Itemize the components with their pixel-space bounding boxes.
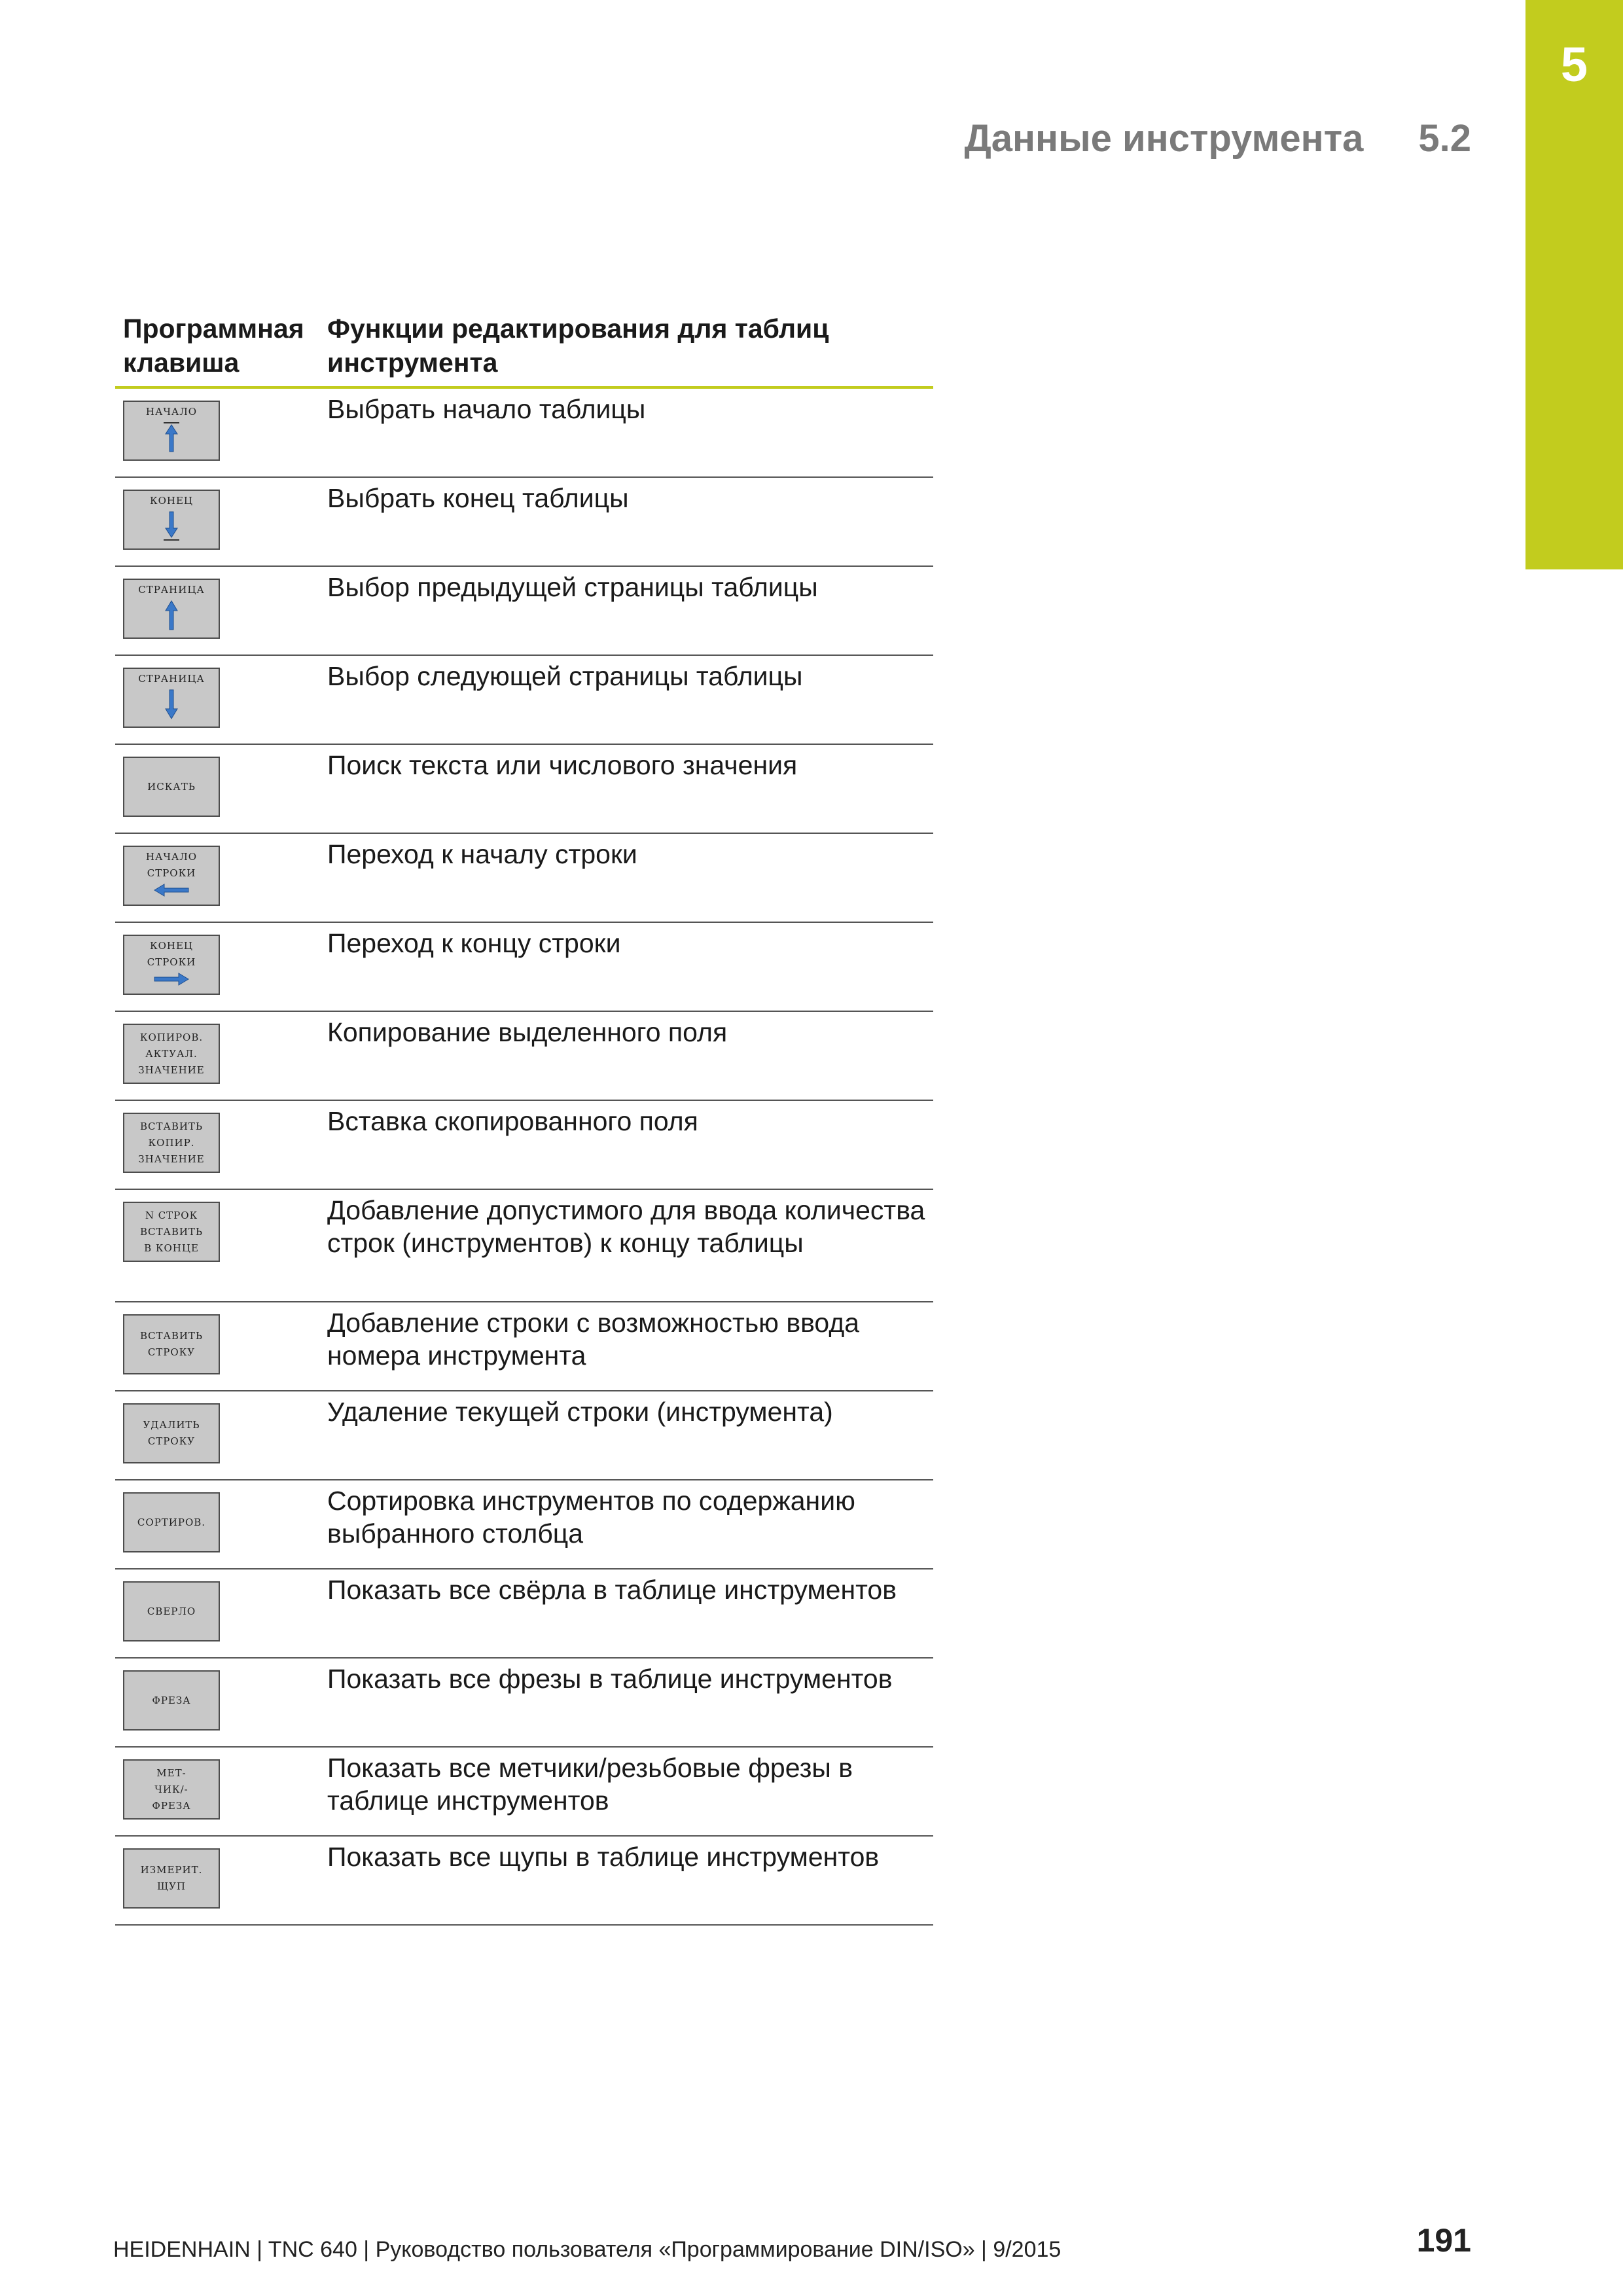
function-description: Показать все метчики/резьбовые фрезы в таблице инструментов (327, 1753, 853, 1816)
softkey-button (123, 1024, 220, 1084)
function-description: Сортировка инструментов по содержанию выбранного столбца (327, 1486, 855, 1549)
page-number: 191 (1416, 2222, 1471, 2259)
softkey-label: ИСКАТЬ (147, 780, 196, 793)
function-description: Вставка скопированного поля (327, 1106, 698, 1136)
function-description: Удаление текущей строки (инструмента) (327, 1397, 833, 1427)
softkey-label: КОНЕЦ (149, 940, 194, 952)
softkey-button (123, 1670, 220, 1731)
softkey-label: СТРОКУ (147, 1346, 196, 1358)
softkey-table (115, 308, 933, 1926)
function-description: Переход к началу строки (327, 839, 637, 869)
softkey-label: СВЕРЛО (147, 1605, 196, 1617)
function-description: Выбор предыдущей страницы таблицы (327, 572, 818, 602)
function-description: Показать все фрезы в таблице инструментов (327, 1664, 893, 1694)
table-row (115, 1570, 933, 1659)
section-title: Данные инструмента (964, 117, 1364, 160)
function-description: Добавление строки с возможностью ввода номера инструмента (327, 1308, 860, 1371)
softkey-button (123, 490, 220, 550)
softkey-label: МЕТ- (156, 1767, 187, 1779)
softkey-label: УДАЛИТЬ (143, 1419, 200, 1431)
softkey-label: НАЧАЛО (145, 405, 198, 418)
table-header (115, 308, 933, 389)
table-row (115, 1302, 933, 1391)
softkey-label: ЗНАЧЕНИЕ (138, 1064, 205, 1076)
softkey-button (123, 1314, 220, 1374)
softkey-label: СТРАНИЦА (138, 583, 205, 596)
chapter-tab (1525, 0, 1623, 569)
arrow-down-to-bar-icon (158, 511, 185, 547)
function-description: Выбор следующей страницы таблицы (327, 661, 803, 691)
softkey-label: N СТРОК (145, 1209, 198, 1221)
table-row (115, 1837, 933, 1926)
softkey-label: ФРЕЗА (152, 1694, 191, 1706)
function-description: Добавление допустимого для ввода количества строк (инструментов) к концу таблицы (327, 1195, 925, 1258)
column-header-softkey: Программная клавиша (123, 314, 304, 378)
softkey-button (123, 401, 220, 461)
softkey-button (123, 1113, 220, 1173)
table-row (115, 478, 933, 567)
arrow-down-icon (158, 689, 185, 725)
function-description: Показать все щупы в таблице инструментов (327, 1842, 880, 1872)
softkey-button (123, 846, 220, 906)
softkey-button (123, 579, 220, 639)
function-description: Показать все свёрла в таблице инструментов (327, 1575, 897, 1605)
softkey-label: ВСТАВИТЬ (139, 1330, 204, 1342)
softkey-label: ВСТАВИТЬ (139, 1225, 204, 1238)
softkey-label: СТРАНИЦА (138, 672, 205, 685)
function-description: Копирование выделенного поля (327, 1017, 728, 1047)
arrow-up-to-bar-icon (158, 422, 185, 458)
softkey-button (123, 1492, 220, 1552)
running-header (964, 117, 1471, 160)
softkey-button (123, 1848, 220, 1909)
softkey-label: ЗНАЧЕНИЕ (138, 1153, 205, 1165)
softkey-label: КОПИР. (148, 1136, 195, 1149)
softkey-label: СТРОКИ (147, 956, 196, 968)
softkey-label: КОНЕЦ (149, 494, 194, 507)
section-number: 5.2 (1418, 117, 1471, 160)
softkey-label: СОРТИРОВ. (137, 1516, 206, 1528)
softkey-button (123, 1759, 220, 1820)
softkey-label: АКТУАЛ. (145, 1047, 198, 1060)
softkey-button (123, 757, 220, 817)
arrow-left-icon (153, 883, 190, 903)
softkey-label: ФРЕЗА (152, 1799, 191, 1812)
softkey-button (123, 1581, 220, 1641)
softkey-button (123, 1403, 220, 1463)
function-description: Переход к концу строки (327, 928, 621, 958)
arrow-up-icon (158, 600, 185, 636)
chapter-number: 5 (1560, 37, 1588, 92)
softkey-label: ВСТАВИТЬ (139, 1120, 204, 1132)
softkey-button (123, 668, 220, 728)
table-row (115, 1101, 933, 1190)
table-row (115, 745, 933, 834)
table-row (115, 923, 933, 1012)
table-row (115, 1190, 933, 1302)
footer-text: HEIDENHAIN | TNC 640 | Руководство пользователя «Программирование DIN/ISO» | 9/2015 (113, 2237, 1061, 2262)
table-row (115, 1659, 933, 1748)
table-row (115, 834, 933, 923)
table-row (115, 1748, 933, 1837)
column-header-function: Функции редактирования для таблиц инструмента (327, 314, 829, 378)
table-row (115, 1012, 933, 1101)
softkey-label: В КОНЦЕ (144, 1242, 199, 1254)
table-row (115, 1391, 933, 1480)
table-row (115, 656, 933, 745)
softkey-label: НАЧАЛО (145, 851, 198, 863)
function-description: Выбрать конец таблицы (327, 483, 629, 513)
softkey-label: ЩУП (156, 1880, 187, 1892)
softkey-label: КОПИРОВ. (139, 1031, 204, 1043)
table-row (115, 567, 933, 656)
softkey-label: ЧИК/- (154, 1783, 188, 1795)
table-row (115, 389, 933, 478)
softkey-label: СТРОКИ (147, 867, 196, 879)
softkey-button (123, 935, 220, 995)
softkey-button (123, 1202, 220, 1262)
softkey-label: СТРОКУ (147, 1435, 196, 1447)
arrow-right-icon (153, 972, 190, 992)
table-body (115, 389, 933, 1926)
softkey-label: ИЗМЕРИТ. (140, 1864, 203, 1876)
table-row (115, 1480, 933, 1570)
function-description: Выбрать начало таблицы (327, 394, 646, 424)
function-description: Поиск текста или числового значения (327, 750, 798, 780)
